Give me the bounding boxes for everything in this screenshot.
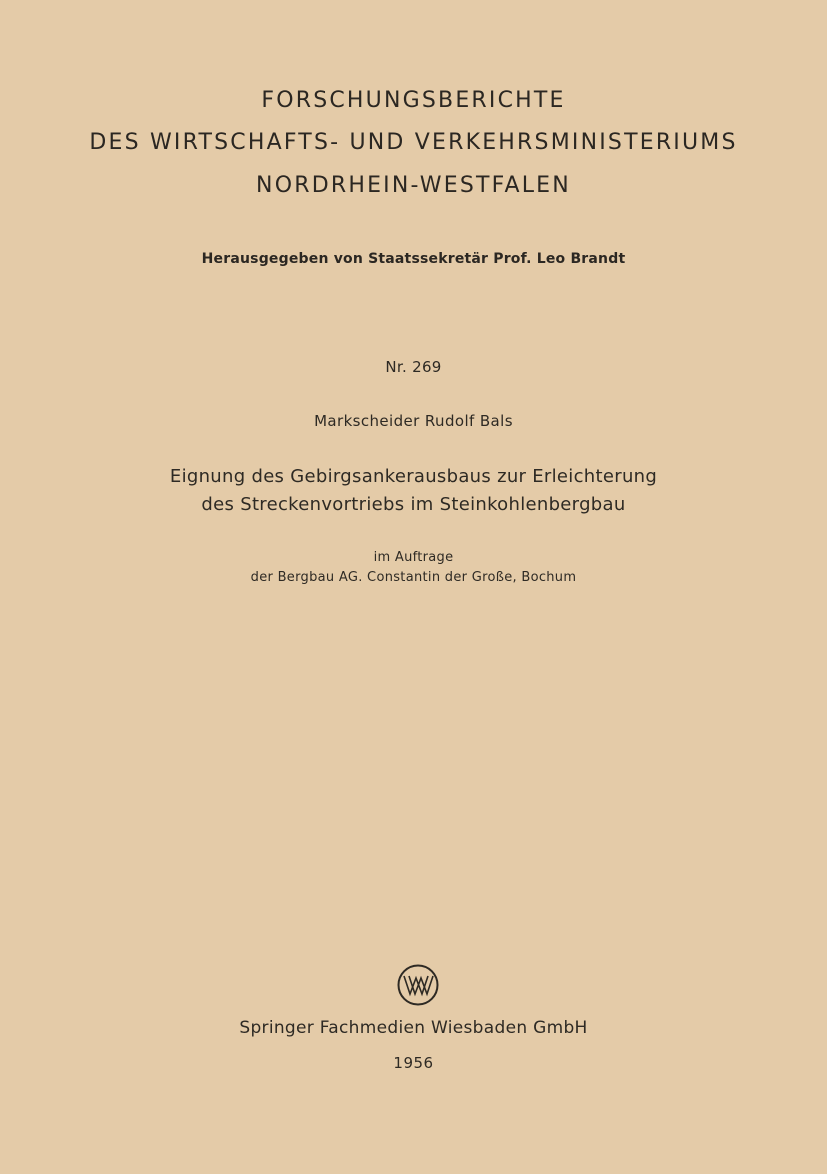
publication-year: 1956 <box>393 1054 434 1072</box>
series-title-line-3: NORDRHEIN-WESTFALEN <box>256 173 571 198</box>
series-title-line-2: DES WIRTSCHAFTS- UND VERKEHRSMINISTERIUMS <box>89 130 738 155</box>
commission-line-1: im Auftrage <box>373 550 454 565</box>
book-title-line-1: Eignung des Gebirgsankerausbaus zur Erleichterung <box>169 466 658 487</box>
book-title-line-2: des Streckenvortriebs im Steinkohlenbergbau <box>201 494 626 515</box>
volume-number: Nr. 269 <box>385 358 442 376</box>
commission-line-2: der Bergbau AG. Constantin der Große, Bochum <box>250 570 577 585</box>
author-name: Markscheider Rudolf Bals <box>314 412 513 430</box>
series-title-line-1: FORSCHUNGSBERICHTE <box>261 88 566 113</box>
publisher-name: Springer Fachmedien Wiesbaden GmbH <box>239 1018 588 1038</box>
springer-vw-logo-icon <box>396 963 440 1007</box>
editor-line: Herausgegeben von Staatssekretär Prof. Leo Brandt <box>201 251 626 267</box>
